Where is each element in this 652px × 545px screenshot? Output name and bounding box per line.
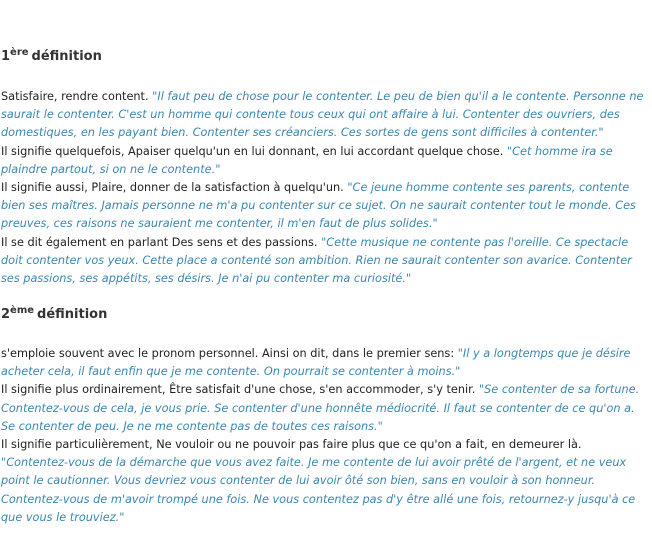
sense-example: "Il y a longtemps que je désire acheter cela, il faut enfin que je me contente. On pourrait se contenter à moins.": [1, 347, 631, 379]
definition-2-body: [1, 345, 651, 527]
sense-paragraph: [1, 234, 651, 289]
sense-example: "Se contenter de sa fortune. Contentez-vous de cela, je vous prie. Se contenter d'une honnête médiocrité. Il faut se contenter de ce qu'on a. Se contenter de peu. Je ne me contente pas de toutes ces raisons.": [1, 383, 640, 433]
definition-1-label: définition: [31, 49, 102, 64]
sense-example: "Il faut peu de chose pour le contenter. Le peu de bien qu'il a le contente. Personne ne saurait le contenter. C'est un homme qui contente tous ceux qui ont affaire à lui. Contenter des ouvriers, des domestiques, en les payant bien. Contenter ses créanciers. Ces sortes de gens sont difficiles à contenter.": [1, 90, 644, 140]
sense-paragraph: [1, 88, 651, 143]
sense-example: "Cet homme ira se plaindre partout, si on ne le contente.": [1, 144, 613, 176]
sense-example: "Contentez-vous de la démarche que vous avez faite. Je me contente de lui avoir prêté de l'argent, et ne veux point le cautionner. Vous devriez vous contenter de lui avoir ôté son bien, sans en vouloir à son honneur. Contentez-vous de m'avoir trompé une fois. Ne vous contentez pas d'y être allé une fois, retournez-y jusqu'à ce que vous le trouviez.": [1, 456, 636, 524]
sense-text: Il se dit également en parlant Des sens et des passions.: [1, 235, 318, 249]
definition-1-body: [1, 88, 651, 288]
sense-example: "Cette musique ne contente pas l'oreille. Ce spectacle doit contenter vos yeux. Cette place a contenté son ambition. Rien ne saurait contenter son avarice. Contenter ses passions, ses appétits, ses désirs. Je n'ai pu contenter ma curiosité.": [1, 235, 632, 286]
sense-text: Il signifie particulièrement, Ne vouloir ou ne pouvoir pas faire plus que ce qu'on a fait, en demeurer là.: [1, 438, 582, 452]
sense-paragraph: [1, 381, 651, 436]
definition-2-ordinal: ème: [10, 305, 35, 316]
sense-paragraph: [1, 436, 651, 527]
sense-paragraph: [1, 179, 651, 234]
sense-text: s'emploie souvent avec le pronom personnel. Ainsi on dit, dans le premier sens:: [1, 347, 455, 360]
sense-paragraph: [1, 345, 651, 381]
definition-1-ordinal: ère: [10, 47, 29, 58]
sense-text: Il signifie plus ordinairement, Être satisfait d'une chose, s'en accommoder, s'y tenir.: [1, 383, 476, 397]
sense-text: Il signifie quelquefois, Apaiser quelqu'un en lui donnant, en lui accordant quelque chose.: [1, 144, 504, 158]
sense-text: Il signifie aussi, Plaire, donner de la satisfaction à quelqu'un.: [1, 181, 344, 195]
sense-paragraph: [1, 143, 651, 179]
definition-2-label: définition: [37, 307, 108, 322]
definition-1-number: 1: [1, 49, 11, 64]
definition-2-number: 2: [1, 307, 11, 322]
sense-text: Satisfaire, rendre content.: [1, 90, 149, 103]
sense-example: "Ce jeune homme contente ses parents, contente bien ses maîtres. Jamais personne ne m'a pu contenter sur ce sujet. On ne saurait contenter tout le monde. Ces preuves, ces raisons ne sauraient me contenter, il m'en faut de plus solides.": [1, 181, 636, 231]
definition-1-heading: [1, 48, 102, 66]
definition-2-heading: [1, 306, 107, 324]
